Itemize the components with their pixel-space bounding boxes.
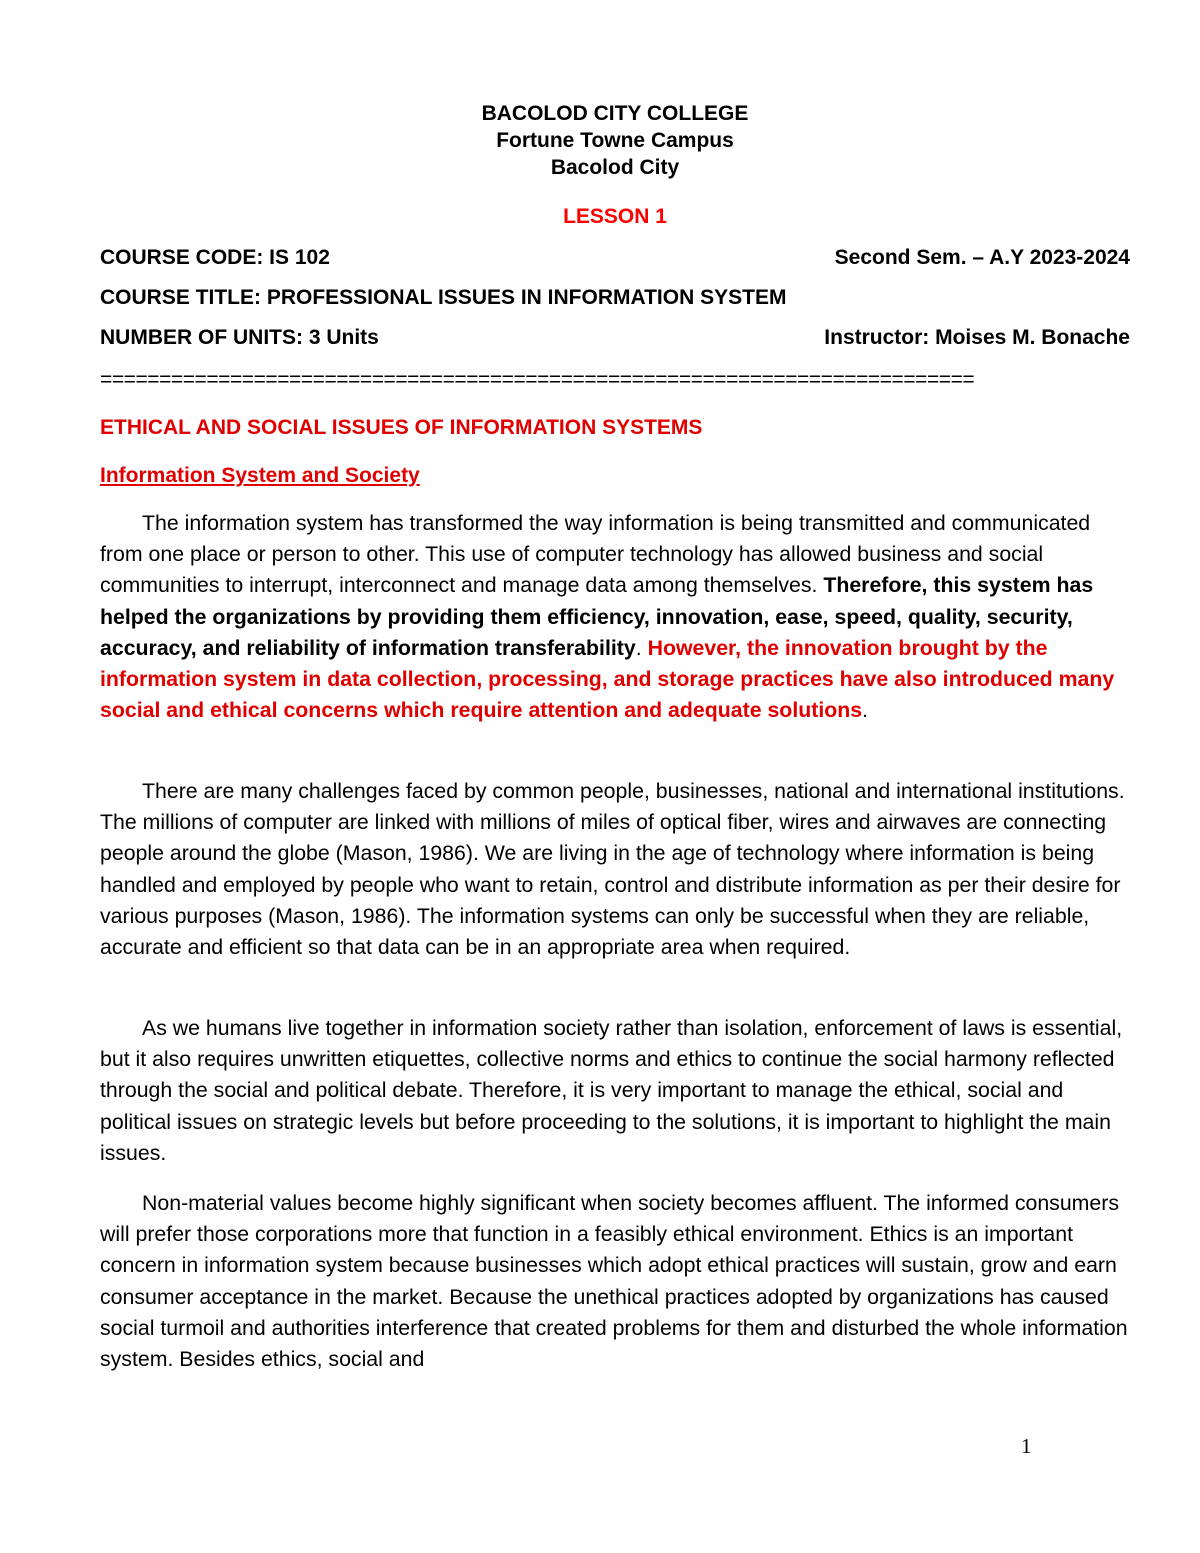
instructor: Instructor: Moises M. Bonache	[824, 326, 1130, 349]
paragraph-2: There are many challenges faced by common people, businesses, national and international institutions. The millions of computer are linked with millions of miles of optical fiber, wires and airwaves are connecting people around the globe (Mason, 1986). We are living in the age of technology where information is being handled and employed by people who want to retain, control and distribute information as per their desire for various purposes (Mason, 1986). The information systems can only be successful when they are reliable, accurate and efficient so that data can be in an appropriate area when required.	[100, 779, 1125, 960]
number-of-units: NUMBER OF UNITS: 3 Units	[100, 326, 379, 349]
section-title: ETHICAL AND SOCIAL ISSUES OF INFORMATION SYSTEMS	[100, 416, 703, 439]
document-page	[100, 0, 1130, 1553]
course-units-row	[100, 324, 1130, 351]
paragraph-1	[100, 508, 1130, 726]
paragraph-3: As we humans live together in information society rather than isolation, enforcement of laws is essential, but it also requires unwritten etiquettes, collective norms and ethics to continue the social harmony reflected through the social and political debate. Therefore, it is very important to manage the ethical, social and political issues on strategic levels but before proceeding to the solutions, it is important to highlight the main issues.	[100, 1016, 1123, 1165]
paragraph-4: Non-material values become highly significant when society becomes affluent. The informed consumers will prefer those corporations more that function in a feasibly ethical environment. Ethics is an important concern in information system because businesses which adopt ethical practices will sustain, grow and earn consumer acceptance in the market. Because the unethical practices adopted by organizations has caused social turmoil and authorities interference that created problems for them and disturbed the whole information system. Besides ethics, social and	[100, 1191, 1128, 1372]
course-title: COURSE TITLE: PROFESSIONAL ISSUES IN INFORMATION SYSTEM	[100, 286, 787, 309]
semester: Second Sem. – A.Y 2023-2024	[834, 246, 1130, 269]
paragraph-1-bold: Therefore, this system has helped the organizations by providing them efficiency, innovation, ease, speed, quality, security, accuracy, and reliability of information transferability	[100, 573, 1094, 660]
institution-name: BACOLOD CITY COLLEGE	[481, 102, 749, 125]
lesson-label: LESSON 1	[563, 205, 667, 228]
course-title-row	[100, 284, 1130, 311]
course-code: COURSE CODE: IS 102	[100, 246, 330, 269]
campus-name: Fortune Towne Campus	[496, 129, 734, 152]
city-name: Bacolod City	[550, 156, 680, 179]
section-subtitle: Information System and Society	[100, 464, 420, 487]
paragraph-1-end: .	[862, 698, 869, 723]
page-number: 1	[1021, 1434, 1032, 1458]
paragraph-1-plain: The information system has transformed the way information is being transmitted and communicated from one place or person to other. This use of computer technology has allowed business and social communities to interrupt, interconnect and manage data among themselves.	[100, 511, 1091, 598]
divider-line: ==========================================================================	[100, 368, 975, 391]
paragraph-1-red: However, the innovation brought by the information system in data collection, processing, and storage practices have also introduced many social and ethical concerns which require attention and adequate solutions	[100, 635, 1115, 723]
course-code-row	[100, 244, 1130, 271]
paragraph-1-sep: .	[635, 635, 648, 660]
